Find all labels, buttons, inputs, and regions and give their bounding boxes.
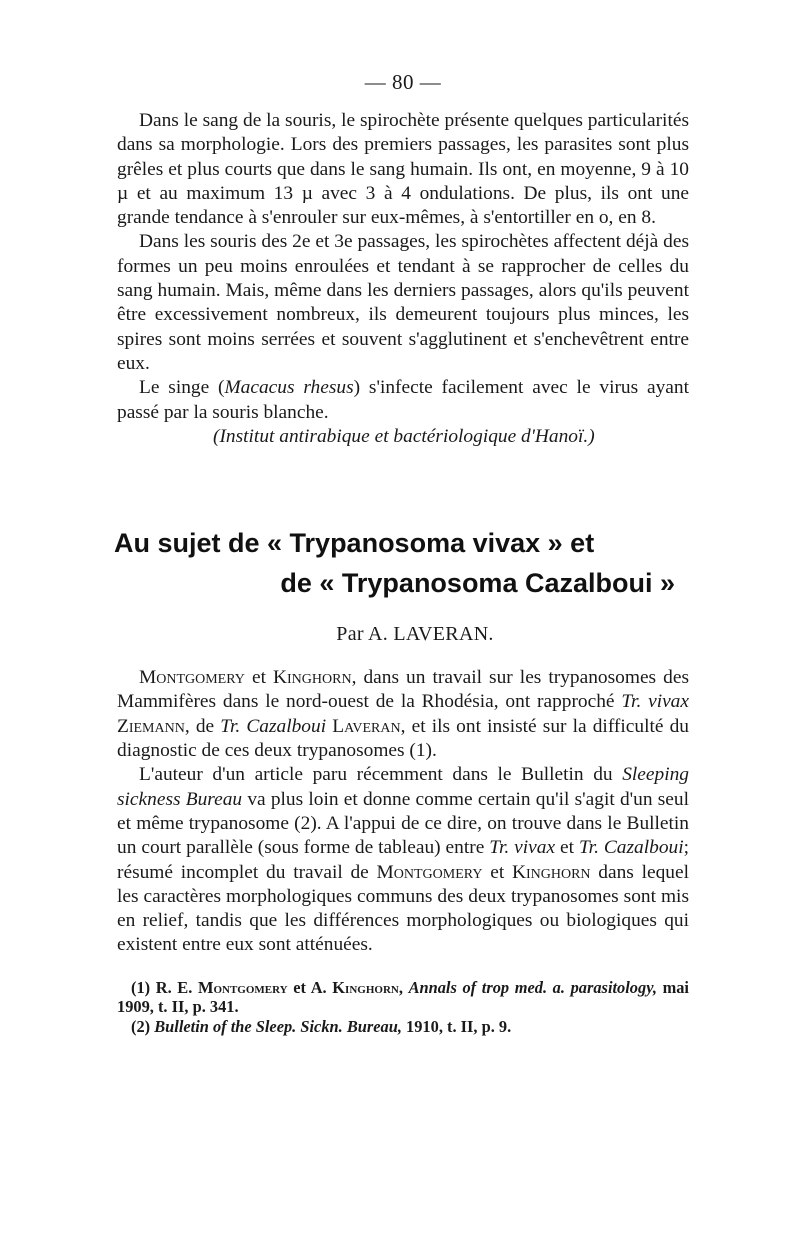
- text-segment: et: [482, 861, 512, 883]
- article-author: Par A. LAVERAN.: [336, 623, 494, 646]
- section-gap: [117, 449, 689, 525]
- footnote-journal-bulletin: Bulletin of the Sleep. Sickn. Bureau,: [154, 1016, 402, 1036]
- author-ref-kinghorn: Kinghorn: [273, 667, 352, 689]
- text-segment: dans lequel les caractères morphologiques communs des deux trypanosomes sont mis en relief, tandis que les différences morphologiques ou biologiques qui existent entre eux sont atténuées.: [117, 861, 689, 956]
- footnote-author-montgomery: Montgomery: [197, 977, 288, 997]
- footnote-2-citation: 1910, t. II, p. 9.: [401, 1016, 512, 1036]
- paragraph-spirochete-morphology: Dans le sang de la souris, le spirochète présente quelques particularités dans sa morphologie. Lors des premiers passages, les parasites sont plus grêles et plus courts que dans le sang humain. Ils ont, en moyenne, 9 à 10 µ et au maximum 13 µ avec 3 à 4 ondulations. De plus, ils ont une grande tendance à s'enrouler sur eux-mêmes, à s'entortiller en o, en 8.: [117, 110, 689, 229]
- text-segment: et A.: [287, 977, 333, 997]
- species-tr-vivax: Tr. vivax: [621, 691, 689, 713]
- species-macacus-rhesus: Macacus rhesus: [224, 377, 354, 399]
- footnote-journal-annals: Annals of trop med. a. parasitology,: [408, 977, 657, 997]
- text-segment: et: [244, 667, 274, 689]
- paragraph-monkey-text-2: ) s'infecte facilement avec le virus ayant passé par la souris blanche.: [117, 377, 689, 423]
- footnote-2-number: (2): [131, 1016, 155, 1036]
- species-tr-cazalboui: Tr. Cazalboui: [578, 837, 684, 859]
- article-title-line-2: de « Trypanosoma Cazalboui »: [280, 568, 675, 599]
- author-ref-montgomery: Montgomery: [376, 861, 483, 883]
- paragraph-monkey-text-1: Le singe (: [139, 377, 225, 399]
- species-tr-cazalboui: Tr. Cazalboui: [220, 715, 327, 737]
- paragraph-bulletin: [117, 763, 689, 957]
- author-ref-kinghorn: Kinghorn: [511, 861, 591, 883]
- text-segment: , de: [184, 715, 221, 737]
- author-ref-ziemann: Ziemann: [117, 715, 185, 737]
- species-tr-vivax: Tr. vivax: [489, 837, 556, 859]
- text-segment: ; résumé incomplet du travail de: [117, 837, 689, 883]
- text-segment: va plus loin et donne comme certain qu'il s'agit d'un seul et même trypanosome (2). A l'appui de ce dire, on trouve dans le Bulletin un court parallèle (sous forme de tableau) entre: [117, 788, 689, 859]
- journal-sleeping-sickness-bureau: Sleeping sickness Bureau: [117, 764, 689, 810]
- text-segment: ,: [398, 977, 409, 997]
- institution-signature: (Institut antirabique et bactériologique d'Hanoï.): [213, 425, 595, 447]
- text-segment: , et ils ont insisté sur la difficulté du diagnostic de ces deux trypanosomes (1).: [117, 715, 689, 762]
- footnote-1-number: (1) R. E.: [131, 977, 198, 997]
- text-segment: L'auteur d'un article paru récemment dans le Bulletin du: [139, 764, 623, 786]
- footnote-2: [117, 1017, 689, 1037]
- footnote-author-kinghorn: Kinghorn: [332, 977, 399, 997]
- author-ref-montgomery: Montgomery: [139, 667, 245, 689]
- text-segment: et: [555, 837, 579, 859]
- paragraph-montgomery-kinghorn: [117, 666, 689, 763]
- paragraph-mouse-passages: [117, 230, 689, 376]
- article-title: [114, 525, 689, 601]
- page: [114, 70, 689, 1036]
- page-number: — 80 —: [364, 70, 442, 94]
- footnote-1: [117, 978, 689, 1017]
- footnote-1-citation: mai 1909, t. II, p. 341.: [117, 977, 689, 1017]
- footnotes: [117, 978, 689, 1037]
- paragraph-monkey: [117, 376, 689, 425]
- text-segment: , dans un travail sur les trypanosomes des Mammifères dans le nord-ouest de la Rhodésia, ont rapproché: [117, 667, 689, 713]
- article-title-line-1: Au sujet de « Trypanosoma vivax » et: [114, 528, 595, 559]
- paragraph-mouse-passages-text: Dans les souris des 2e et 3e passages, les spirochètes affectent déjà des formes un peu moins enroulées et tendant à se rapprocher de celles du sang humain. Mais, même dans les derniers passages, alors qu'ils peuvent être excessivement nombreux, ils demeurent toujours plus minces, les spires sont moins serrées et souvent s'agglutinent et s'enchevêtrent entre eux.: [117, 231, 689, 374]
- author-ref-laveran: Laveran: [332, 715, 401, 737]
